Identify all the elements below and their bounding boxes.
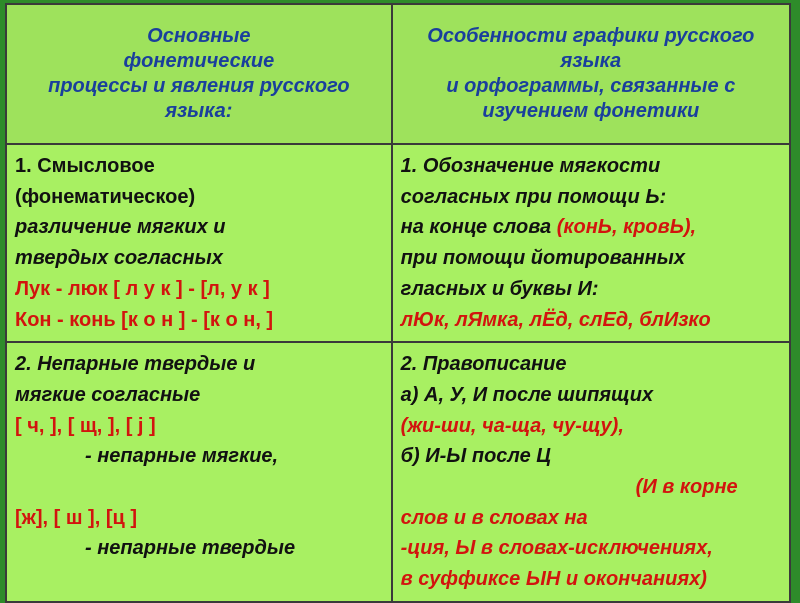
text-line: (И в корне [635,476,738,499]
text-line: -ция, Ы в словах-исключениях, [400,537,713,560]
text-line: различение мягких и [15,216,226,239]
cell-unpaired-consonants [6,342,392,602]
example-luk-lyuk: Лук - люк [ л у к ] - [л, у к ] [15,277,270,300]
header-phonetic-processes [6,4,392,144]
header-line: языка: [165,100,233,122]
text-line [401,212,781,243]
text-line: б) И-Ы после Ц [400,445,551,468]
text-line: мягкие согласные [15,383,201,406]
text-line: 1. Смысловое [15,155,155,177]
text-line: слов и в словах на [400,506,588,529]
text-line: при помощи йотированных [400,247,685,270]
row-1 [6,144,790,342]
example-hard-consonants: [ж], [ ш ], [ц ] [15,506,138,529]
text-line: согласных при помощи Ь: [400,185,667,208]
example-soft-consonants: [ ч, ], [ щ, ], [ j ] [15,414,156,437]
text-line: 2. Правописание [400,353,567,376]
phonetics-table [5,3,791,603]
header-line: изучением фонетики [482,100,700,122]
example-iotated-vowels: лЮк, лЯмка, лЁд, слЕд, блИзко [400,308,711,331]
text-line: - непарные твердые [85,537,296,560]
text-line: твердых согласных [15,247,223,270]
text-line: (фонематическое) [15,185,196,208]
header-row [6,4,790,144]
header-line: фонетические [123,50,275,72]
header-line: языка [560,50,622,72]
text-line: 1. Обозначение мягкости [400,155,661,177]
text-line: а) А, У, И после шипящих [400,383,654,406]
text-fragment: на конце слова [400,216,557,239]
cell-spelling [392,342,790,602]
text-line: - непарные мягкие, [85,445,279,468]
example-zhi-shi: (жи-ши, ча-ща, чу-щу), [400,414,624,437]
cell-semantic-distinction [6,144,392,342]
text-line: 2. Непарные твердые и [15,353,256,376]
cell-softness-marking [392,144,790,342]
header-line: Основные [147,25,251,47]
header-line: Особенности графики русского [427,25,755,47]
example-kon-kon: Кон - конь [к о н ] - [к о н, ] [15,308,274,331]
spacer [15,472,383,503]
header-line: процессы и явления русского [48,75,350,97]
row-2 [6,342,790,602]
example-soft-sign: (конЬ, кровЬ), [556,216,697,239]
text-line: гласных и буквы И: [400,277,599,300]
text-line: в суффиксе ЫН и окончаниях) [400,568,707,591]
header-line: и орфограммы, связанные с [446,75,736,97]
header-graphics-orthograms [392,4,790,144]
